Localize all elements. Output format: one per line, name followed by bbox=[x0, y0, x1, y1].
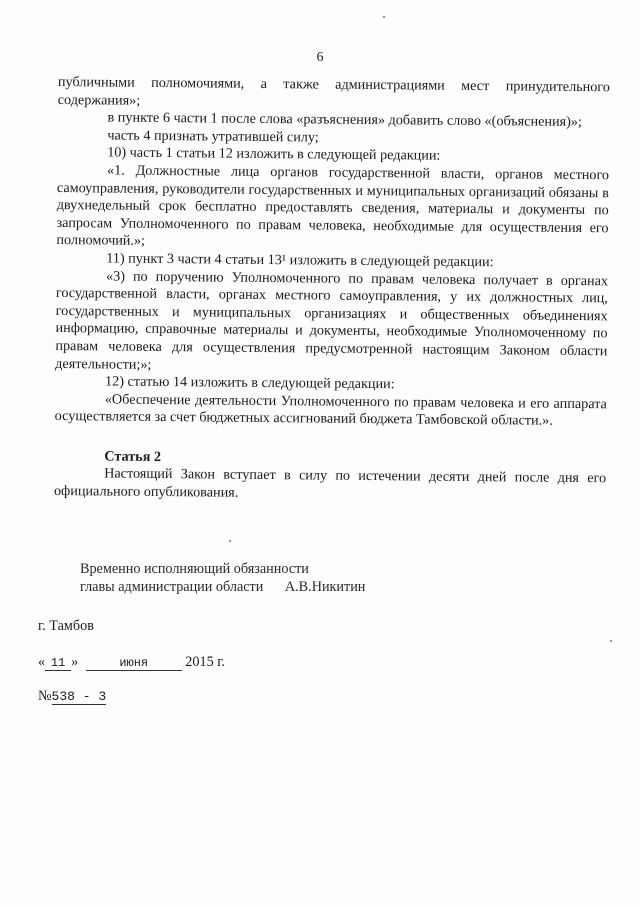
signature-title-line2: главы администрации области А.В.Никитин bbox=[80, 579, 366, 595]
paragraph: в пункте 6 части 1 после слова «разъяснения» добавить слово «(объяснения)»; bbox=[107, 109, 582, 131]
paragraph: 12) статью 14 изложить в следующей редакции: bbox=[104, 373, 395, 393]
article-text: Настоящий Закон вступает в силу по истечении десяти дней после дня его официального опубликования. bbox=[53, 465, 607, 501]
paragraph: «Обеспечение деятельности Уполномоченного по правам человека и его аппарата осуществляется за счет бюджетных ассигнований бюджета Тамбовской области.». bbox=[54, 391, 607, 430]
paragraph: часть 4 признать утратившей силу; bbox=[107, 127, 319, 146]
document-number: №538 - 3 bbox=[38, 688, 107, 704]
signatory-name: А.В.Никитин bbox=[284, 579, 366, 595]
date-year: 2015 г. bbox=[185, 654, 225, 670]
scan-speck bbox=[610, 640, 612, 642]
place-of-signing: г. Тамбов bbox=[38, 618, 94, 634]
article-heading: Статья 2 bbox=[104, 448, 162, 465]
date-day: 11 bbox=[45, 656, 71, 671]
paragraph: «1. Должностные лица органов государственной власти, органов местного самоуправления, руководители государственных и муниципальных организаций обязаны в двухнедельный срок бесплатно предоставлять сведения, материалы и документы по запросам Уполномоченного по правам человека, необходимые для осуществления его полномочий.»; bbox=[56, 162, 610, 250]
document-number-value: 538 - 3 bbox=[51, 689, 107, 704]
paragraph: 10) часть 1 статьи 12 изложить в следующей редакции: bbox=[107, 144, 441, 165]
date-month: июня bbox=[86, 656, 182, 671]
signature-block bbox=[80, 560, 500, 596]
paragraph: 11) пункт 3 части 4 статьи 13¹ изложить в следующей редакции: bbox=[106, 250, 494, 271]
paragraph: публичными полномочиями, а также администрациями мест принудительного содержания»; bbox=[57, 74, 610, 109]
body-text bbox=[54, 74, 610, 506]
page-number: 6 bbox=[316, 50, 324, 65]
scan-speck bbox=[383, 16, 385, 18]
paragraph: «3) по поручению Уполномоченного по правам человека получает в органах государственной власти, органах местного самоуправления, у их должностных лиц, государственных и муниципальных организациях и общественных объединениях информацию, справочные материалы и документы, необходимые Уполномоченному по правам человека для осуществления предусмотренной настоящим Законом области деятельности;»; bbox=[55, 268, 609, 373]
signature-title-line1: Временно исполняющий обязанности bbox=[80, 561, 309, 577]
scan-speck bbox=[229, 540, 231, 542]
signing-date: « 11 » июня 2015 г. bbox=[38, 654, 225, 670]
